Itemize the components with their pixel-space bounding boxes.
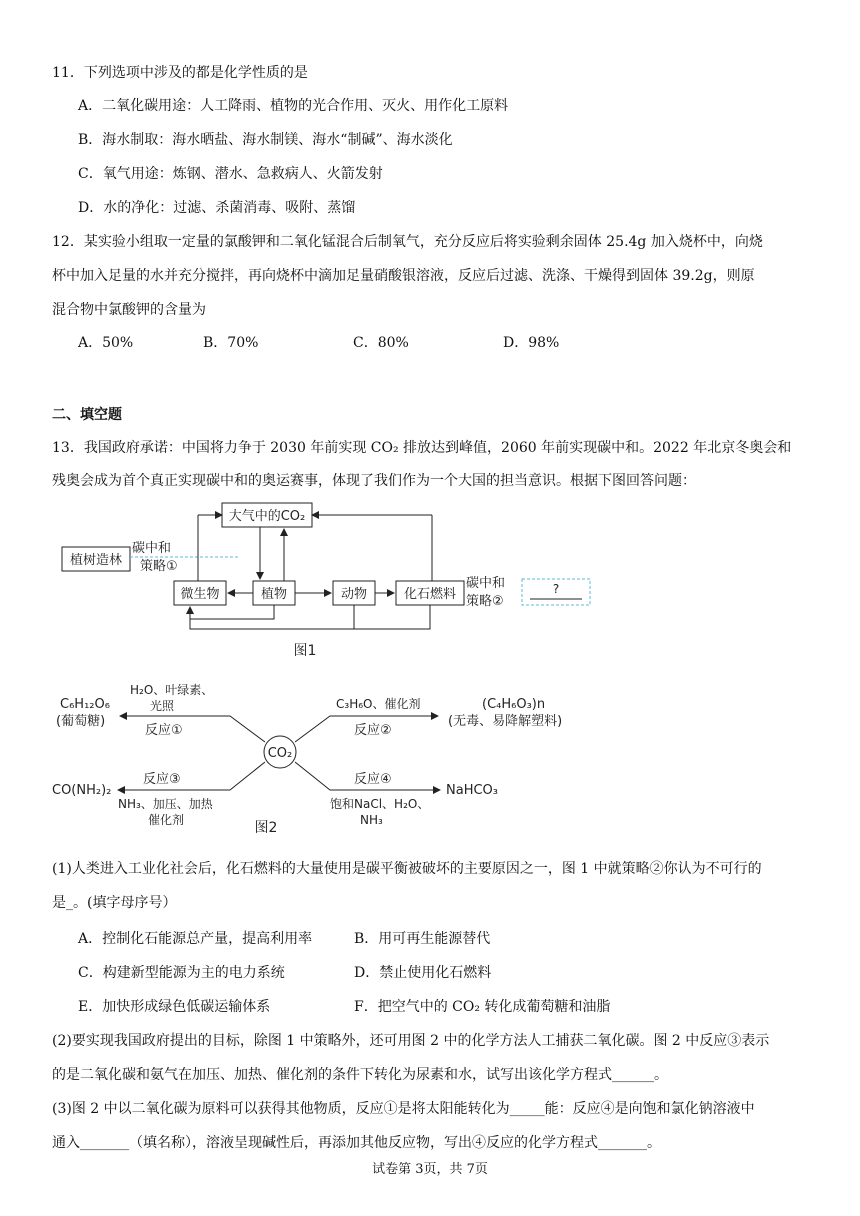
atmo-label: 大气中的CO₂ bbox=[228, 509, 306, 524]
urea-formula: CO(NH₂)₂ bbox=[52, 783, 112, 798]
reaction2-label: 反应② bbox=[354, 723, 392, 738]
figure-1-caption: 图1 bbox=[293, 643, 317, 659]
figure-2-caption: 图2 bbox=[254, 820, 278, 836]
forest-label: 植树造林 bbox=[69, 553, 123, 568]
q11-option-c: C．氧气用途：炼钢、潜水、急救病人、火箭发射 bbox=[78, 166, 383, 182]
q11-stem: 11．下列选项中涉及的都是化学性质的是 bbox=[52, 65, 308, 81]
reaction3-cond-2: 催化剂 bbox=[148, 813, 185, 827]
micro-label: 微生物 bbox=[180, 587, 220, 602]
co2-center-label: CO₂ bbox=[267, 746, 293, 761]
polymer-formula: (C₄H₆O₃)n bbox=[482, 697, 546, 712]
strategy2-line2: 策略② bbox=[466, 594, 504, 609]
reaction2-cond: C₃H₆O、催化剂 bbox=[336, 697, 421, 711]
q12-line-2: 杯中加入足量的水并充分搅拌，再向烧杯中滴加足量硝酸银溶液，反应后过滤、洗涤、干燥得到固体 39.2g，则原 bbox=[52, 268, 755, 284]
q12-line-1: 12．某实验小组取一定量的氯酸钾和二氧化锰混合后制氧气，充分反应后将实验剩余固体 25.4g 加入烧杯中，向烧 bbox=[52, 234, 763, 250]
q12-option-c: C．80% bbox=[353, 335, 409, 351]
strategy2-question-mark: ? bbox=[552, 582, 560, 596]
strategy1-line1: 碳中和 bbox=[132, 541, 172, 556]
reaction4-cond-1: 饱和NaCl、H₂O、 bbox=[330, 797, 430, 811]
q13-part3-line-1: (3)图 2 中以二氧化碳为原料可以获得其他物质，反应①是将太阳能转化为_____能：反应④是向饱和氯化钠溶液中 bbox=[52, 1101, 755, 1117]
polymer-name: (无毒、易降解塑料) bbox=[448, 714, 563, 729]
q13-part2-line-2: 的是二氧化碳和氨气在加压、加热、催化剂的条件下转化为尿素和水，试写出该化学方程式______。 bbox=[52, 1067, 668, 1083]
animal-label: 动物 bbox=[340, 587, 368, 602]
q13-option-f: F．把空气中的 CO₂ 转化成葡萄糖和油脂 bbox=[354, 999, 611, 1015]
glucose-name: (葡萄糖) bbox=[56, 714, 106, 729]
arrow-bottom-loop bbox=[190, 605, 274, 619]
branch-reaction1 bbox=[120, 716, 265, 742]
page-footer: 试卷第 3页，共 7页 bbox=[372, 1162, 488, 1177]
q13-part3-line-2: 通入_______（填名称），溶液呈现碱性后，再添加其他反应物，写出④反应的化学方程式_______。 bbox=[52, 1135, 661, 1151]
q12-option-b: B．70% bbox=[203, 335, 259, 351]
q13-option-a: A．控制化石能源总产量，提高利用率 bbox=[78, 931, 313, 947]
section-heading: 二、填空题 bbox=[52, 407, 122, 423]
fossil-label: 化石燃料 bbox=[403, 587, 457, 602]
q13-option-c: C．构建新型能源为主的电力系统 bbox=[78, 965, 285, 981]
q11-option-d: D．水的净化：过滤、杀菌消毒、吸附、蒸馏 bbox=[78, 200, 356, 216]
q13-line-2: 残奥会成为首个真正实现碳中和的奥运赛事，体现了我们作为一个大国的担当意识。根据下图回答问题： bbox=[52, 473, 696, 489]
q13-part2-line-1: (2)要实现我国政府提出的目标，除图 1 中策略外，还可用图 2 中的化学方法人工捕获二氧化碳。图 2 中反应③表示 bbox=[52, 1033, 770, 1049]
branch-reaction3 bbox=[118, 762, 265, 790]
q12-option-a: A．50% bbox=[78, 335, 134, 351]
q11-option-b: B．海水制取：海水晒盐、海水制镁、海水“制碱”、海水淡化 bbox=[78, 132, 453, 148]
reaction3-label: 反应③ bbox=[143, 772, 181, 787]
reaction1-label: 反应① bbox=[145, 723, 183, 738]
figure-2 bbox=[0, 672, 860, 842]
reaction1-cond-1: H₂O、叶绿素、 bbox=[130, 683, 214, 697]
figure-1 bbox=[0, 495, 860, 665]
reaction1-cond-2: 光照 bbox=[150, 699, 175, 713]
q12-option-d: D．98% bbox=[503, 335, 560, 351]
q13-line-1: 13．我国政府承诺：中国将力争于 2030 年前实现 CO₂ 排放达到峰值，2060 年前实现碳中和。2022 年北京冬奥会和 bbox=[52, 440, 792, 456]
arrow-bottom-loop-2 bbox=[190, 605, 430, 629]
reaction3-cond-1: NH₃、加压、加热 bbox=[118, 797, 213, 811]
reaction4-cond-2: NH₃ bbox=[360, 813, 383, 827]
q13-part1-line-1: (1)人类进入工业化社会后，化石燃料的大量使用是碳平衡被破坏的主要原因之一，图 1 中就策略②你认为不可行的 bbox=[52, 861, 762, 877]
plant-label: 植物 bbox=[260, 587, 288, 602]
strategy1-line2: 策略① bbox=[140, 559, 178, 574]
q11-option-a: A．二氧化碳用途：人工降雨、植物的光合作用、灭火、用作化工原料 bbox=[78, 98, 509, 114]
nahco3-formula: NaHCO₃ bbox=[446, 783, 498, 798]
q12-line-3: 混合物中氯酸钾的含量为 bbox=[52, 302, 206, 318]
q13-option-b: B．用可再生能源替代 bbox=[354, 931, 491, 947]
glucose-formula: C₆H₁₂O₆ bbox=[60, 697, 110, 712]
q13-part1-line-2: 是_。(填字母序号） bbox=[52, 895, 177, 911]
reaction4-label: 反应④ bbox=[354, 772, 392, 787]
strategy2-line1: 碳中和 bbox=[466, 576, 506, 591]
q13-option-e: E．加快形成绿色低碳运输体系 bbox=[78, 999, 271, 1015]
q13-option-d: D．禁止使用化石燃料 bbox=[354, 965, 492, 981]
